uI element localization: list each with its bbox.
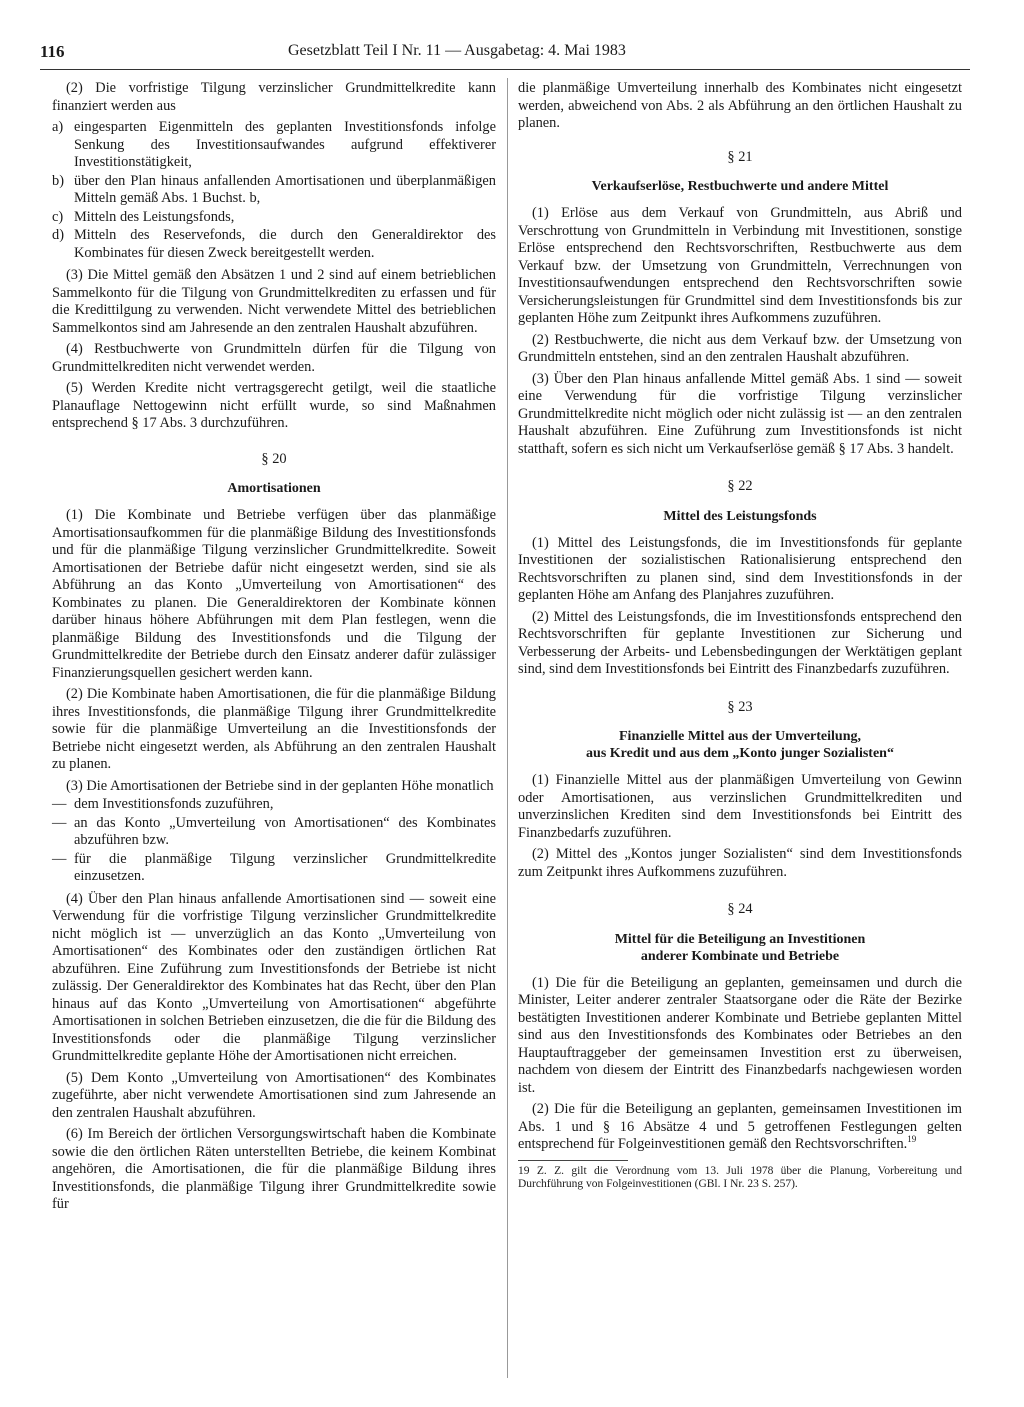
footnote-reference: 19 xyxy=(907,1134,917,1145)
list-label: c) xyxy=(52,208,64,225)
paragraph: (1) Erlöse aus dem Verkauf von Grundmitteln, aus Abriß und Verschrottung von Grundmitteln in Verbindung mit Investitionen, sonstige Erlöse entsprechend den Rechtsvorschriften, Restbuchwerte aus dem Verkauf bzw. der Umsetzung von Grundmitteln, Verrechnungen von Investitionsaufwendungen entsprechend den Rechtsvorschriften sowie Versicherungsleistungen für Grundmittel sind dem Investitionsfonds bis zur geplanten Höhe zum Zeitpunkt ihres Aufkommens zuzuführen. xyxy=(518,205,962,326)
dash-text: dem Investitionsfonds zuzuführen, xyxy=(74,796,274,812)
list-label: b) xyxy=(52,172,64,189)
paragraph: (3) Über den Plan hinaus anfallende Mittel gemäß Abs. 1 sind — soweit eine Verwendung für die vorfristige Tilgung verzinslicher Grundmittelkredite nicht möglich oder nicht zulässig ist — an den zentralen Haushalt abzuführen. Eine Zuführung zum Investitionsfonds ist nicht statthaft, sofern es sich nicht um Verkaufserlöse gemäß § 17 Abs. 3 handelt. xyxy=(518,370,962,457)
paragraph: (5) Dem Konto „Umverteilung von Amortisationen“ des Kombinates zugeführte, aber nicht verwendete Amortisationen sind zum Jahresende an den zentralen Haushalt abzuführen. xyxy=(52,1069,496,1121)
list-text: Mitteln des Reservefonds, die durch den Generaldirektor des Kombinates für diesen Zweck bereitgestellt werden. xyxy=(74,227,496,261)
list-text: eingesparten Eigenmitteln des geplanten Investitionsfonds infolge Senkung des Investitionsaufwandes aufgrund effektiverer Investitionstätigkeit, xyxy=(74,119,496,170)
section-title: Mittel des Leistungsfonds xyxy=(663,508,817,524)
section-number: § 22 xyxy=(727,478,753,494)
paragraph: (2) Die Kombinate haben Amortisationen, die für die planmäßige Bildung ihres Investitionsfonds, die planmäßige Tilgung ihrer Grundmittelkredite sowie für die planmäßige Umverteilung an die Investitionsfonds der Betriebe nicht eingesetzt werden, als Abführung an den zentralen Haushalt zu planen. xyxy=(52,686,496,772)
paragraph-text: (2) Die für die Beteiligung an geplanten, gemeinsamen Investitionen im Abs. 1 und § 16 Absätze 4 und 5 getroffenen Festlegungen gelten entsprechend für Folgeinvestitionen gemäß den Rechtsvorschriften. xyxy=(518,1101,962,1152)
paragraph: (4) Restbuchwerte von Grundmitteln dürfen für die Tilgung von Grundmittelkrediten nicht verwendet werden. xyxy=(52,341,496,375)
section-title-line: Mittel für die Beteiligung an Investitionen xyxy=(614,931,866,947)
dash-label: — xyxy=(52,850,67,867)
dash-text: an das Konto „Umverteilung von Amortisationen“ des Kombinates abzuführen bzw. xyxy=(74,814,496,848)
list-item xyxy=(52,119,496,172)
paragraph: die planmäßige Umverteilung innerhalb des Kombinates nicht eingesetzt werden, abweichend von Abs. 2 als Abführung an den örtlichen Haushalt zu planen. xyxy=(518,80,962,131)
running-head: Gesetzblatt Teil I Nr. 11 — Ausgabetag: 4. Mai 1983 xyxy=(288,42,626,59)
section-title-line: aus Kredit und aus dem „Konto junger Sozialisten“ xyxy=(586,746,894,761)
paragraph: (1) Die für die Beteiligung an geplanten, gemeinsamen und durch die Minister, Leiter anderer zentraler Staatsorgane oder die Räte der Bezirke bestätigten Investitionen anderer Kombinate und Betriebe geplanten Mittel sind aus den Investitionsfonds des Kombinates oder Betriebes an den Hauptauftraggeber der gemeinsamen Investition erst zu überweisen, nachdem von diesem der Eintritt des Finanzbedarfs nachgewiesen worden ist. xyxy=(518,974,962,1096)
paragraph: (3) Die Amortisationen der Betriebe sind in der geplanten Höhe monatlich xyxy=(66,777,494,794)
paragraph: (1) Die Kombinate und Betriebe verfügen über das planmäßige Amortisationsaufkommen für die planmäßige Bildung des Investitionsfonds und für die planmäßige Tilgung verzinslicher Grundmittelkredite. Soweit Amortisationen der Betriebe dafür nicht eingesetzt werden, sind sie als Abführung an das Konto „Umverteilung von Amortisationen“ des Kombinates zu planen. Die Generaldirektoren der Kombinate können darüber hinaus höhere Abführungen mit dem Plan festlegen, wenn die planmäßige Bildung des Investitionsfonds und die Tilgung der Grundmittelkredite der Betriebe durch den Einsatz anderer dafür zulässiger Finanzierungsquellen gesichert werden kann. xyxy=(52,507,496,681)
list-text: Mitteln des Leistungsfonds, xyxy=(74,208,235,225)
list-item xyxy=(52,227,496,262)
header-rule xyxy=(40,69,970,70)
section-title xyxy=(518,931,962,965)
list-text: über den Plan hinaus anfallenden Amortisationen und überplanmäßigen Mitteln gemäß Abs. 1 Buchst. b, xyxy=(74,172,496,206)
paragraph: (6) Im Bereich der örtlichen Versorgungswirtschaft haben die Kombinate sowie die den örtlichen Räten unterstellten Betriebe, die keinem Kombinat angehören, die Amortisationen, die für die planmäßige Bildung ihres Investitionsfonds, die planmäßige Tilgung ihrer Grundmittelkredite sowie für xyxy=(52,1126,496,1212)
dash-item xyxy=(52,815,496,850)
list-label: d) xyxy=(52,227,64,243)
section-title: Verkaufserlöse, Restbuchwerte und andere Mittel xyxy=(591,179,889,194)
section-title xyxy=(518,728,962,762)
column-divider xyxy=(507,78,508,1378)
dash-label: — xyxy=(52,814,67,831)
list-item xyxy=(52,173,496,208)
left-column xyxy=(52,80,496,1218)
section-title: Amortisationen xyxy=(227,481,321,496)
paragraph: (3) Die Mittel gemäß den Absätzen 1 und 2 sind auf einem betrieblichen Sammelkonto für die Tilgung von Grundmittelkrediten zu erfassen und für die Kredittilgung zu verwenden. Nicht verwendete Mittel des betrieblichen Sammelkontos sind am Jahresende an den zentralen Haushalt abzuführen. xyxy=(52,267,496,336)
paragraph: (2) Die vorfristige Tilgung verzinslicher Grundmittelkredite kann finanziert werden aus xyxy=(52,80,496,114)
right-column xyxy=(518,80,962,1195)
footnote: 19 Z. Z. gilt die Verordnung vom 13. Juli 1978 über die Planung, Vorbereitung und Durchführung von Folgeinvestitionen (GBl. I Nr. 23 S. 257). xyxy=(518,1164,962,1190)
paragraph: (2) Mittel des Leistungsfonds, die im Investitionsfonds entsprechend den Rechtsvorschriften für geplante Investitionen zur Sicherung und Verbesserung der Arbeits- und Lebensbedingungen der Werktätigen geplant sind, sind dem Investitionsfonds bei Eintritt des Finanzbedarfs zuzuführen. xyxy=(518,608,962,677)
paragraph: (1) Mittel des Leistungsfonds, die im Investitionsfonds für geplante Investitionen der sozialistischen Rationalisierung entsprechend den Rechtsvorschriften zu planen sind, sind dem Investitionsfonds in der geplanten Höhe am Anfang des Planjahres zuzuführen. xyxy=(518,534,962,603)
dash-item xyxy=(52,796,496,814)
paragraph xyxy=(518,1101,962,1154)
dash-item xyxy=(52,851,496,886)
paragraph: (2) Mittel des „Kontos junger Sozialisten“ sind dem Investitionsfonds zum Zeitpunkt ihres Aufkommens zuzuführen. xyxy=(518,846,962,880)
paragraph: (4) Über den Plan hinaus anfallende Amortisationen sind — soweit eine Verwendung für die vorfristige Tilgung verzinslicher Grundmittelkredite nicht möglich ist — unverzüglich an das Konto „Umverteilung von Amortisationen“ des Kombinates oder den zuständigen örtlichen Rat abzuführen. Eine Zuführung zum Investitionsfonds der Betriebe ist nicht zulässig. Der Generaldirektor des Kombinates hat das Recht, über den Plan hinaus auf das Konto „Umverteilung von Amortisationen“ abgeführte Amortisationen in solchen Betrieben einzusetzen, die die für die Bildung des Investitionsfonds oder die planmäßige Tilgung verzinslicher Grundmittelkredite geplante Höhe der Amortisationen nicht erreichen. xyxy=(52,890,496,1064)
section-number: § 21 xyxy=(727,148,753,165)
section-number: § 20 xyxy=(261,450,287,467)
list-label: a) xyxy=(52,119,64,135)
paragraph: (5) Werden Kredite nicht vertragsgerecht getilgt, weil die staatliche Planauflage Nettogewinn nicht erfüllt wurde, so sind Maßnahmen entsprechend § 17 Abs. 3 durchzuführen. xyxy=(52,380,496,431)
paragraph: (2) Restbuchwerte, die nicht aus dem Verkauf bzw. der Umsetzung von Grundmitteln entstehen, sind an den zentralen Haushalt abzuführen. xyxy=(518,331,962,365)
page-header xyxy=(40,42,970,68)
page-number: 116 xyxy=(40,42,65,61)
section-number: § 23 xyxy=(727,698,753,715)
section-title-line: anderer Kombinate und Betriebe xyxy=(640,948,840,964)
dash-label: — xyxy=(52,796,67,812)
section-number: § 24 xyxy=(727,901,753,917)
footnote-rule xyxy=(518,1160,628,1161)
dash-text: für die planmäßige Tilgung verzinslicher Grundmittelkredite einzusetzen. xyxy=(74,850,496,884)
section-title-line: Finanzielle Mittel aus der Umverteilung, xyxy=(619,729,861,744)
list-item xyxy=(52,209,496,227)
paragraph: (1) Finanzielle Mittel aus der planmäßigen Umverteilung von Gewinn oder Amortisationen, aus verzinslichen Grundmittelkrediten und unverzinslichen Krediten sind dem Investitionsfonds bei Eintritt des Finanzbedarfs zuzuführen. xyxy=(518,772,962,841)
